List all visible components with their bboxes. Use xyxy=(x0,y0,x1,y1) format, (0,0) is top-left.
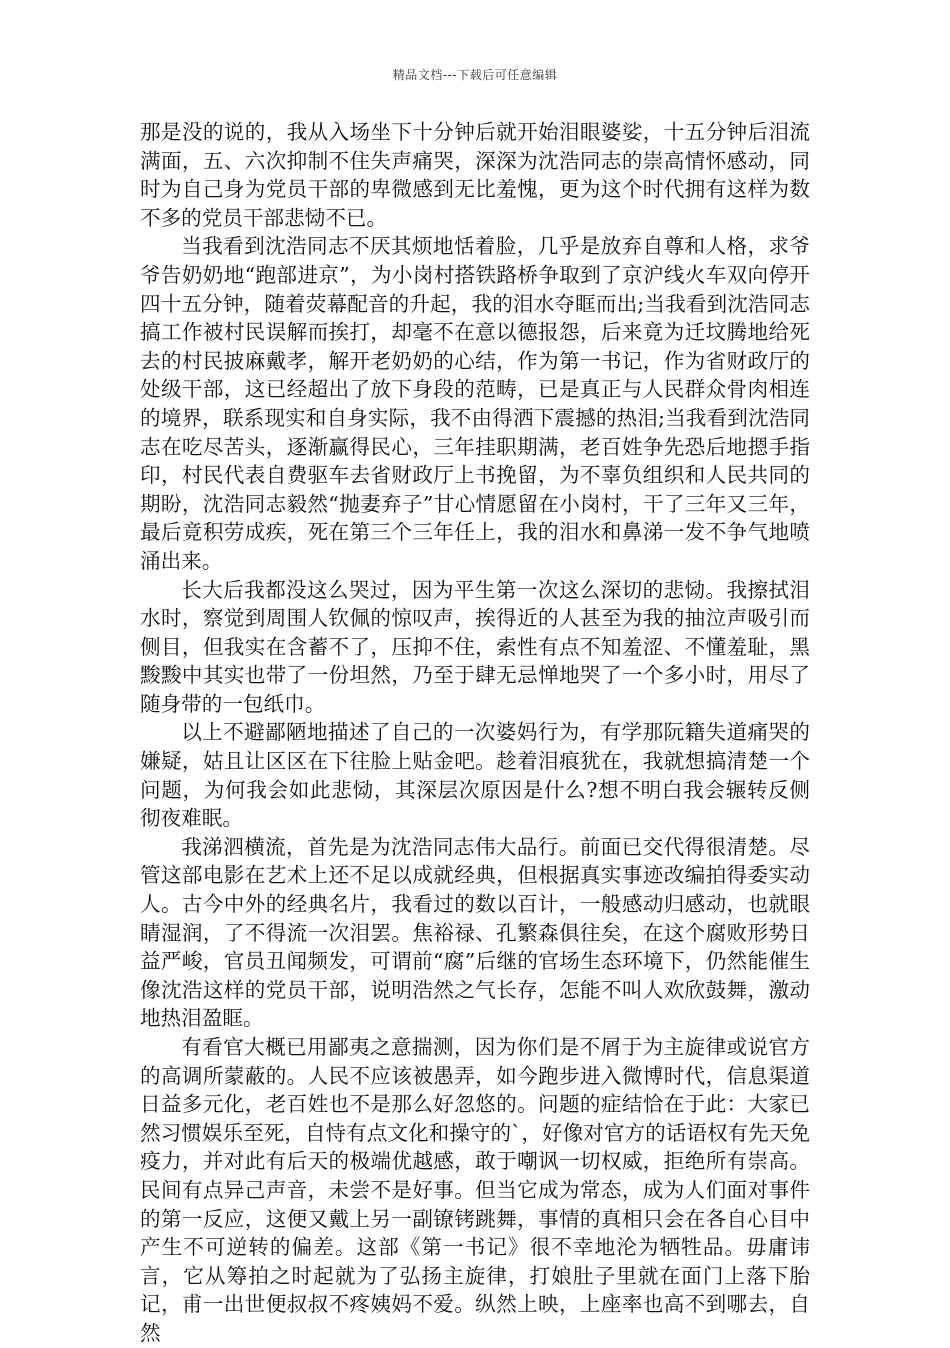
paragraph-3: 长大后我都没这么哭过，因为平生第一次这么深切的悲恸。我擦拭泪水时，察觉到周围人钦佩的惊叹声，挨得近的人甚至为我的抽泣声吸引而侧目，但我实在含蓄不了，压抑不住，索性有点不知羞涩、不懂羞耻，黑黢黢中其实也带了一份坦然，乃至于肆无忌惮地哭了一个多小时，用尽了随身带的一包纸巾。 xyxy=(140,577,810,716)
page-header: 精品文档---下载后可任意编辑 xyxy=(392,68,558,82)
paragraph-5: 我涕泗横流，首先是为沈浩同志伟大品行。前面已交代得很清楚。尽管这部电影在艺术上还不足以成就经典，但根据真实事迹改编拍得委实动人。古今中外的经典名片，我看过的数以百计，一般感动归感动，也就眼睛湿润，了不得流一次泪罢。焦裕禄、孔繁森俱往矣，在这个腐败形势日益严峻，官员丑闻频发，可谓前“腐”后继的官场生态环境下，仍然能催生像沈浩这样的党员干部，说明浩然之气长存，怎能不叫人欢欣鼓舞，激动地热泪盈眶。 xyxy=(140,834,810,1031)
document-body xyxy=(140,118,810,1348)
paragraph-1: 那是没的说的，我从入场坐下十分钟后就开始泪眼婆娑，十五分钟后泪流满面，五、六次抑制不住失声痛哭，深深为沈浩同志的崇高情怀感动，同时为自己身为党员干部的卑微感到无比羞愧，更为这个时代拥有这样为数不多的党员干部悲恸不已。 xyxy=(140,120,810,230)
paragraph-4: 以上不避鄙陋地描述了自己的一次婆妈行为，有学那阮籍失道痛哭的嫌疑，姑且让区区在下往脸上贴金吧。趁着泪痕犹在，我就想搞清楚一个问题，为何我会如此悲恸，其深层次原因是什么?想不明白我会辗转反侧彻夜难眠。 xyxy=(140,720,810,831)
paragraph-2: 当我看到沈浩同志不厌其烦地恬着脸，几乎是放弃自尊和人格，求爷爷告奶奶地“跑部进京”，为小岗村搭铁路桥争取到了京沪线火车双向停开四十五分钟，随着荧幕配音的升起，我的泪水夺眶而出;当我看到沈浩同志搞工作被村民误解而挨打，却毫不在意以德报怨，后来竟为迁坟腾地给死去的村民披麻戴孝，解开老奶奶的心结，作为第一书记，作为省财政厅的处级干部，这已经超出了放下身段的范畴，已是真正与人民群众骨肉相连的境界，联系现实和自身实际，我不由得洒下震撼的热泪;当我看到沈浩同志在吃尽苦头，逐渐赢得民心，三年挂职期满，老百姓争先恐后地摁手指印，村民代表自费驱车去省财政厅上书挽留，为不辜负组织和人民共同的期盼，沈浩同志毅然“抛妻弃子”甘心情愿留在小岗村，干了三年又三年，最后竟积劳成疾，死在第三个三年任上，我的泪水和鼻涕一发不争气地喷涌出来。 xyxy=(140,234,810,573)
paragraph-6: 有看官大概已用鄙夷之意揣测，因为你们是不屑于为主旋律或说官方的高调所蒙蔽的。人民不应该被愚弄，如今跑步进入微博时代，信息渠道日益多元化，老百姓也不是那么好忽悠的。问题的症结恰在于此：大家已然习惯娱乐至死，自恃有点文化和操守的`，好像对官方的话语权有先天免疫力，并对此有后天的极端优越感，敢于嘲讽一切权威，拒绝所有崇高。民间有点异己声音，未尝不是好事。但当它成为常态，成为人们面对事件的第一反应，这便又戴上另一副镣铐跳舞，事情的真相只会在各自心目中产生不可逆转的偏差。这部《第一书记》很不幸地沦为牺牲品。毋庸讳言，它从筹拍之时起就为了弘扬主旋律，打娘肚子里就在面门上落下胎记，甫一出世便叔叔不疼姨妈不爱。纵然上映，上座率也高不到哪去，自然 xyxy=(140,1035,810,1345)
